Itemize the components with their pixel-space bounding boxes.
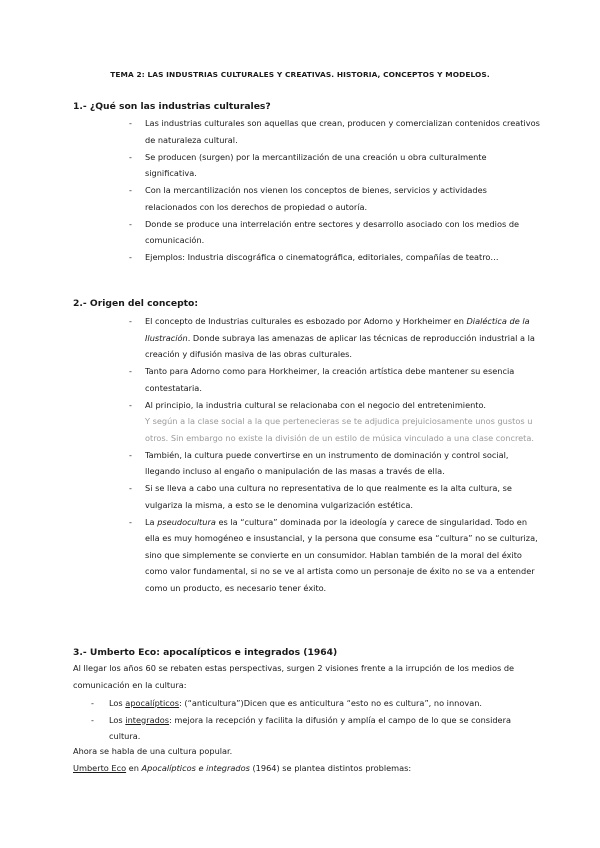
list-item: - Con la mercantilización nos vienen los conceptos de bienes, servicios y actividades relacionados con los derechos de propiedad o autoría. (145, 182, 540, 215)
dash-bullet: - (129, 399, 132, 410)
dash-bullet: - (129, 366, 132, 376)
list-item: - El concepto de Industrias culturales es esbozado por Adorno y Horkheimer en Dialéctica de la Ilustración. Donde subraya las amenazas de aplicar las técnicas de reproducción industrial a la creación y difusión masiva de las obras culturales. (145, 313, 540, 363)
dash-bullet: - (129, 118, 132, 128)
term-integrados: integrados (125, 714, 170, 725)
paragraph: Umberto Eco en Apocalípticos e integrados (1964) se plantea distintos problemas: (73, 763, 412, 773)
list-item: - Tanto para Adorno como para Horkheimer, la creación artística debe mantener su esencia contestataria. (145, 363, 540, 396)
dash-bullet: - (129, 316, 132, 326)
section-3-list (91, 695, 529, 745)
dash-bullet: - (129, 218, 132, 229)
section-1-heading: 1.- ¿Qué son las industrias culturales? (73, 101, 271, 112)
term-pseudocultura: pseudocultura (157, 516, 216, 527)
faded-text: Y según a la clase social a la que pertenecieras se te adjudica prejuiciosamente unos gustos u otros. Sin embargo no existe la división de un estilo de música vinculado a una clase concreta. (145, 416, 534, 443)
paragraph: Ahora se habla de una cultura popular. (73, 746, 233, 756)
list-item: - Al principio, la industria cultural se relacionaba con el negocio del entretenimiento. Y según a la clase social a la que pertenecieras se te adjudica prejuiciosamente unos gustos u otros. Sin embargo no existe la división de un estilo de música vinculado a una clase concreta. (145, 397, 540, 447)
section-1-list (129, 115, 540, 266)
dash-bullet: - (129, 151, 132, 162)
section-2-heading: 2.- Origen del concepto: (73, 298, 199, 309)
list-item: - La pseudocultura es la “cultura” dominada por la ideología y carece de singularidad. Todo en ella es muy homogéneo e insustancial, y la persona que consume esa “cultura” no se culturiza, sino que simplemente se convierte en un consumidor. Hablan también de la moral del éxito como valor fundamental, si no se ve al artista como un personaje de éxito no se va a entender como un producto, es necesario tener éxito. (145, 514, 540, 597)
dash-bullet: - (129, 449, 132, 460)
list-item: - Donde se produce una interrelación entre sectores y desarrollo asociado con los medios de comunicación. (145, 216, 540, 249)
dash-bullet: - (91, 714, 94, 725)
author-name: Umberto Eco (73, 763, 127, 773)
dash-bullet: - (129, 516, 132, 527)
document-title: TEMA 2: LAS INDUSTRIAS CULTURALES Y CREATIVAS. HISTORIA, CONCEPTOS Y MODELOS. (110, 70, 490, 79)
section-3-intro: Al llegar los años 60 se rebaten estas perspectivas, surgen 2 visiones frente a la irrupción de los medios de comunicación en la cultura: (73, 663, 515, 690)
book-title-dialectica: Dialéctica de la Ilustración (145, 316, 530, 343)
book-title-apocalipticos: Apocalípticos e integrados (141, 763, 250, 773)
list-item: - Las industrias culturales son aquellas que crean, producen y comercializan contenidos creativos de naturaleza cultural. (145, 115, 540, 148)
list-item: - Los apocalípticos: (“anticultura”)Dicen que es anticultura “esto no es cultura”, no innovan. (109, 695, 529, 712)
list-item: - Se producen (surgen) por la mercantilización de una creación u obra culturalmente significativa. (145, 149, 540, 182)
section-3-heading: 3.- Umberto Eco: apocalípticos e integrados (1964) (73, 647, 338, 658)
list-item: - Ejemplos: Industria discográfica o cinematográfica, editoriales, compañías de teatro… (145, 249, 540, 266)
dash-bullet: - (129, 252, 132, 262)
dash-bullet: - (91, 698, 94, 708)
section-2-list (129, 313, 540, 597)
dash-bullet: - (129, 483, 132, 493)
list-item: - También, la cultura puede convertirse en un instrumento de dominación y control social, llegando incluso al engaño o manipulación de las masas a través de ella. (145, 447, 540, 480)
term-apocalipticos: apocalípticos (125, 698, 180, 708)
dash-bullet: - (129, 185, 132, 195)
list-item: - Los integrados: mejora la recepción y facilita la difusión y amplía el campo de lo que se considera cultura. (109, 712, 529, 745)
list-item: - Si se lleva a cabo una cultura no representativa de lo que realmente es la alta cultura, se vulgariza la misma, a esto se le denomina vulgarización estética. (145, 480, 540, 513)
